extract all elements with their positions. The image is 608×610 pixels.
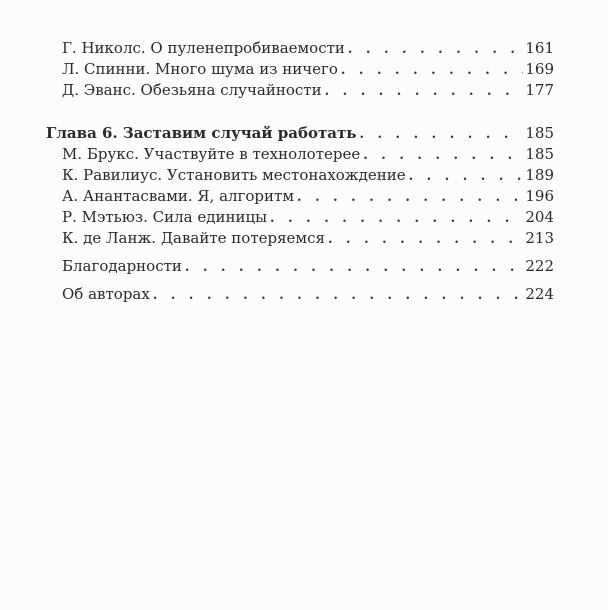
leader-dots: [348, 39, 523, 60]
toc-entry-title: К. де Ланж. Давайте потеряемся: [62, 229, 325, 247]
toc-entry-page: 213: [525, 229, 554, 247]
toc-entry-about-authors: [46, 284, 554, 305]
leader-dots: [359, 124, 523, 145]
toc-entry-title: К. Равилиус. Установить местонахождение: [62, 166, 406, 184]
toc-entry: [46, 207, 554, 228]
toc-entry-title: Г. Николс. О пуленепробиваемости: [62, 39, 345, 57]
toc-entry: [46, 165, 554, 186]
section-spacer: [46, 249, 554, 256]
chapter-page: 185: [525, 124, 554, 142]
toc-entry-page: 177: [525, 81, 554, 99]
toc-entry-page: 161: [525, 39, 554, 57]
toc-entry-title: Р. Мэтьюз. Сила единицы: [62, 208, 268, 226]
toc-entry-title: Об авторах: [62, 285, 150, 303]
toc-entry-title: А. Анантасвами. Я, алгоритм: [62, 187, 295, 205]
toc-entry-page: 222: [525, 257, 554, 275]
toc-entry: [46, 80, 554, 101]
leader-dots: [328, 229, 523, 250]
toc-entry-title: Д. Эванс. Обезьяна случайности: [62, 81, 322, 99]
toc-entry: [46, 59, 554, 80]
leader-dots: [363, 145, 523, 166]
table-of-contents: [46, 38, 554, 305]
toc-entry-page: 224: [525, 285, 554, 303]
toc-entry-page: 169: [525, 60, 554, 78]
leader-dots: [341, 60, 523, 81]
leader-dots: [325, 81, 524, 102]
toc-entry-page: 189: [525, 166, 554, 184]
toc-entry: [46, 228, 554, 249]
chapter-title: Глава 6. Заставим случай работать: [46, 124, 357, 142]
toc-entry-acknowledgements: [46, 256, 554, 277]
section-spacer: [46, 277, 554, 284]
section-spacer: [46, 101, 554, 123]
leader-dots: [153, 285, 524, 306]
leader-dots: [185, 257, 523, 278]
toc-entry-page: 196: [525, 187, 554, 205]
toc-entry-title: Благодарности: [62, 257, 182, 275]
toc-entry-page: 185: [525, 145, 554, 163]
toc-chapter-heading: [46, 123, 554, 144]
toc-entry: [46, 38, 554, 59]
leader-dots: [297, 187, 523, 208]
toc-entry-title: Л. Спинни. Много шума из ничего: [62, 60, 338, 78]
toc-entry: [46, 186, 554, 207]
toc-entry: [46, 144, 554, 165]
leader-dots: [409, 166, 524, 187]
toc-entry-title: М. Брукс. Участвуйте в технолотерее: [62, 145, 361, 163]
toc-entry-page: 204: [525, 208, 554, 226]
leader-dots: [270, 208, 523, 229]
